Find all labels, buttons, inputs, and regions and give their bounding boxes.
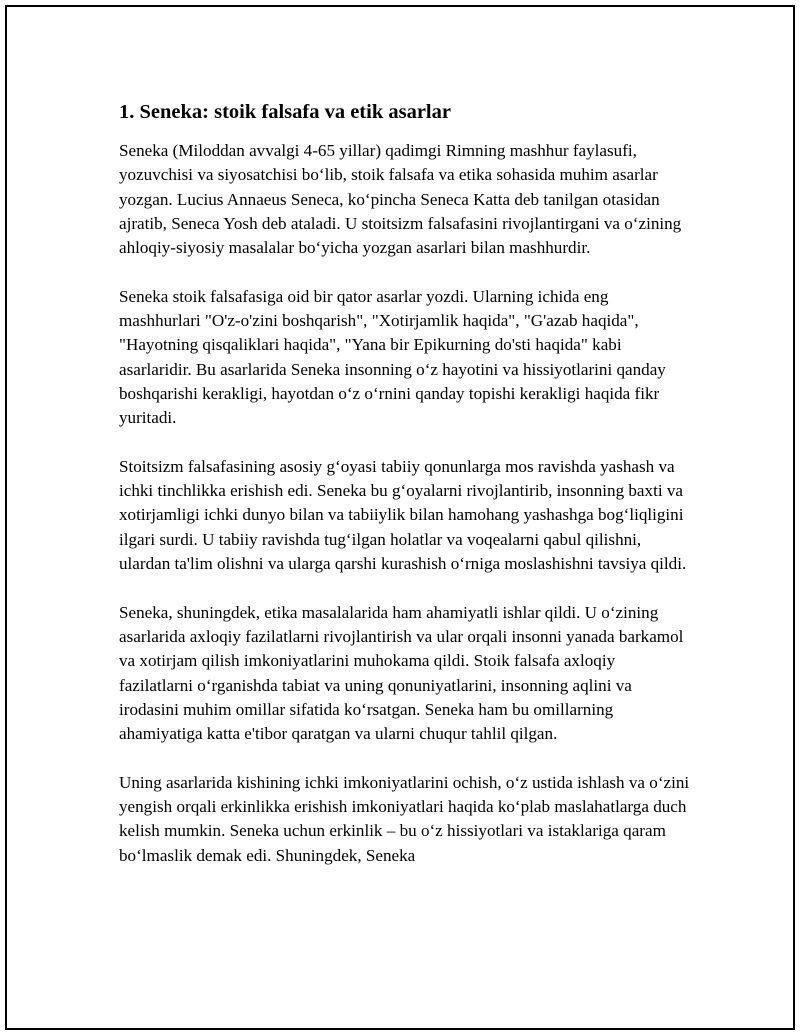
paragraph-4: Seneka, shuningdek, etika masalalarida ham ahamiyatli ishlar qildi. U o‘zining asarlarida axloqiy fazilatlarni rivojlantirish va ular orqali insonni yanada barkamol va xotirjam qilish imkoniyatlarini muhokama qildi. Stoik falsafa axloqiy fazilatlarni o‘rganishda tabiat va uning qonuniyatlarini, insonning aqlini va irodasini muhim omillar sifatida ko‘rsatgan. Seneka ham bu omillarning ahamiyatiga katta e'tibor qaratgan va ularni chuqur tahlil qilgan.	[119, 602, 684, 744]
paragraph-2: Seneka stoik falsafasiga oid bir qator asarlar yozdi. Ularning ichida eng mashhurlari "O'z-o'zini boshqarish", "Xotirjamlik haqida", "G'azab haqida", "Hayotning qisqaliklari haqida", "Yana bir Epikurning do'sti haqida" kabi asarlaridir. Bu asarlarida Seneka insonning o‘z hayotini va hissiyotlarini qanday boshqarishi kerakligi, hayotdan o‘z o‘rnini qanday topishi kerakligi haqida fikr yuritadi.	[119, 286, 666, 428]
paragraph-5: Uning asarlarida kishining ichki imkoniyatlarini ochish, o‘z ustida ishlash va o‘zini yengish orqali erkinlikka erishish imkoniyatlari haqida ko‘plab maslahatlarga duch kelish mumkin. Seneka uchun erkinlik – bu o‘z hissiyotlari va istaklariga qaram bo‘lmaslik demak edi. Shuningdek, Seneka	[119, 772, 690, 865]
paragraph-3: Stoitsizm falsafasining asosiy g‘oyasi tabiiy qonunlarga mos ravishda yashash va ichki tinchlikka erishish edi. Seneka bu g‘oyalarni rivojlantirib, insonning baxti va xotirjamligi ichki dunyo bilan va tabiiylik bilan hamohang yashashga bog‘liqligini ilgari surdi. U tabiiy ravishda tug‘ilgan holatlar va voqealarni qabul qilishni, ulardan ta'lim olishni va ularga qarshi kurashish o‘rniga moslashishni tavsiya qildi.	[119, 456, 687, 574]
document-content	[119, 99, 691, 892]
section-heading: 1. Seneka: stoik falsafa va etik asarlar	[119, 101, 451, 123]
document-page	[5, 5, 795, 1030]
paragraph-1: Seneka (Miloddan avvalgi 4-65 yillar) qadimgi Rimning mashhur faylasufi, yozuvchisi va siyosatchisi bo‘lib, stoik falsafa va etika sohasida muhim asarlar yozgan. Lucius Annaeus Seneca, ko‘pincha Seneca Katta deb tanilgan otasidan ajratib, Seneca Yosh deb ataladi. U stoitsizm falsafasini rivojlantirgani va o‘zining ahloqiy-siyosiy masalalar bo‘yicha yozgan asarlari bilan mashhurdir.	[119, 141, 682, 258]
